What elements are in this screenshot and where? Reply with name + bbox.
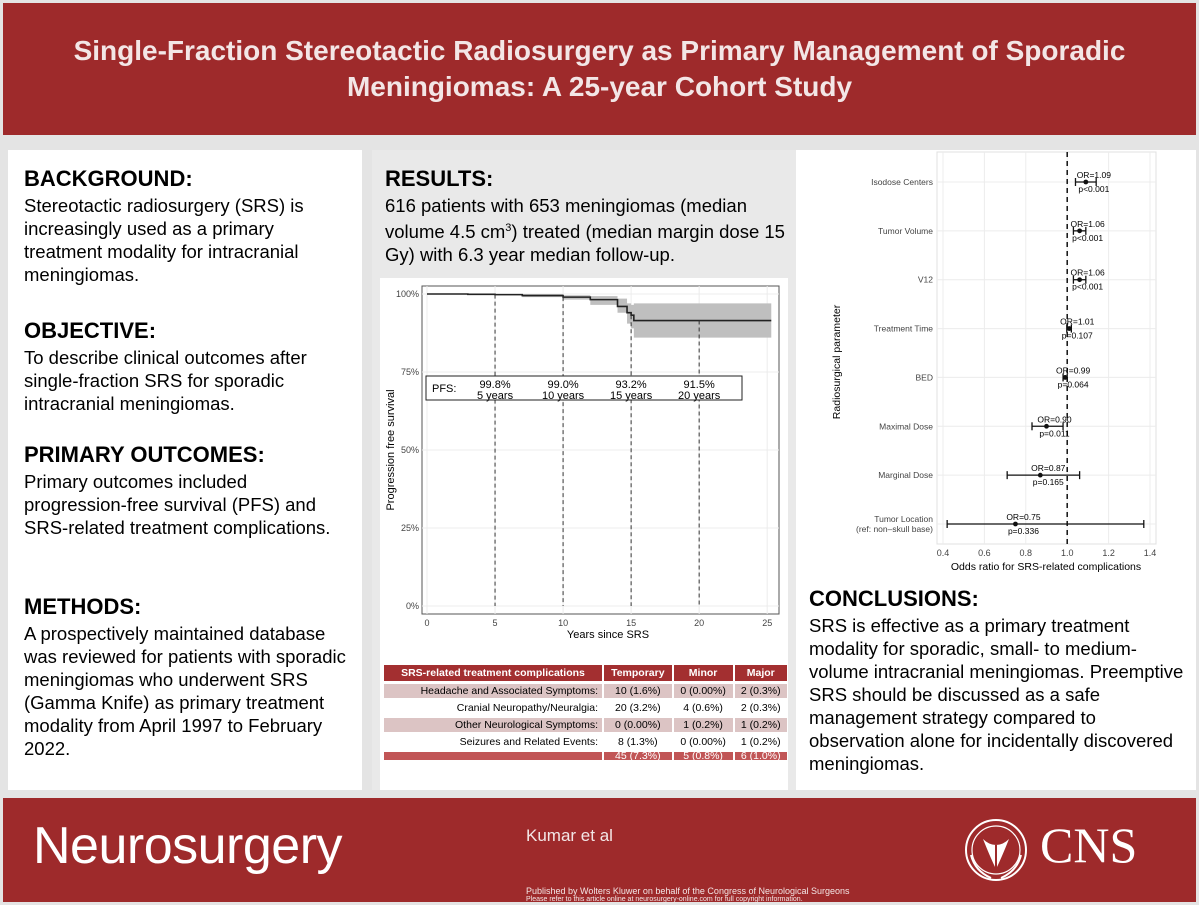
forest-or-label: OR=0.99 xyxy=(1055,365,1091,376)
poster-footer xyxy=(3,798,1196,902)
pfs-percent: 99.0% xyxy=(547,379,579,391)
km-y-tick-label: 100% xyxy=(395,289,419,299)
forest-row-label: Tumor Location xyxy=(874,514,933,524)
forest-x-tick-label: 1.4 xyxy=(1143,548,1157,558)
table-row xyxy=(384,718,787,732)
journal-brand: Neurosurgery xyxy=(33,817,343,875)
forest-x-tick-label: 1.0 xyxy=(1060,548,1074,558)
km-x-tick-label: 25 xyxy=(762,618,773,628)
table-cell: 2 (0.3%) xyxy=(735,701,787,715)
left-panel xyxy=(8,150,362,790)
table-cell: 10 (1.6%) xyxy=(604,684,672,698)
poster-header xyxy=(3,3,1196,135)
forest-p-label: p=0.011 xyxy=(1039,428,1070,439)
table-cell: 6 (1.0%) xyxy=(735,752,787,760)
forest-x-tick-label: 0.8 xyxy=(1019,548,1033,558)
background-heading: BACKGROUND: xyxy=(24,166,193,191)
table-cell: 20 (3.2%) xyxy=(604,701,672,715)
methods-text: A prospectively maintained database was reviewed for patients with sporadic meningiomas who underwent SRS (Gamma Knife) as primary treatment modality from April 1997 to February 2022. xyxy=(24,623,346,759)
km-chart xyxy=(380,278,788,648)
forest-x-tick-label: 1.2 xyxy=(1102,548,1115,558)
pfs-year-label: 20 years xyxy=(678,390,721,402)
forest-row-label: Maximal Dose xyxy=(879,421,933,432)
table-cell: Cranial Neuropathy/Neuralgia: xyxy=(384,701,602,715)
results-text-b: ) treated (median margin dose 15 Gy) with 6.3 year median follow-up. xyxy=(385,221,785,266)
table-cell: 1 (0.2%) xyxy=(735,735,787,749)
results-superscript: 3 xyxy=(505,222,512,234)
forest-or-label: OR=0.75 xyxy=(1006,512,1041,522)
forest-plot xyxy=(796,150,1196,580)
cns-laurel-icon xyxy=(961,815,1031,885)
table-header-cell: Major xyxy=(735,665,787,681)
table-cell: 2 (0.3%) xyxy=(735,684,787,698)
background-section xyxy=(24,166,354,286)
table-cell: 4 (0.6%) xyxy=(674,701,733,715)
km-y-tick-label: 50% xyxy=(400,445,419,455)
forest-or-label: OR=0.87 xyxy=(1031,463,1066,474)
forest-p-label: p<0.001 xyxy=(1072,232,1104,243)
km-y-tick-label: 0% xyxy=(405,601,419,611)
forest-x-axis-label: Odds ratio for SRS-related complications xyxy=(950,561,1142,573)
conclusions-heading: CONCLUSIONS: xyxy=(809,586,979,611)
objective-section xyxy=(24,318,354,415)
primary-outcomes-section xyxy=(24,442,354,539)
forest-row-label: Tumor Volume xyxy=(878,225,933,236)
pfs-year-label: 15 years xyxy=(610,390,653,402)
forest-x-tick-label: 0.6 xyxy=(978,548,991,558)
km-x-tick-label: 0 xyxy=(424,618,430,628)
forest-or-label: OR=1.06 xyxy=(1070,218,1105,229)
primary-outcomes-heading: PRIMARY OUTCOMES: xyxy=(24,442,265,467)
pfs-label: PFS: xyxy=(432,383,457,395)
table-header-cell: Minor xyxy=(674,665,733,681)
results-text-a: 616 patients with 653 meningiomas (median volume 4.5 cm xyxy=(385,195,747,243)
table-total-row xyxy=(384,752,787,760)
middle-panel xyxy=(372,150,796,790)
forest-row-sublabel: (ref: non–skull base) xyxy=(855,524,933,534)
forest-p-label: p=0.107 xyxy=(1061,330,1093,341)
table-cell: 0 (0.00%) xyxy=(674,735,733,749)
results-heading: RESULTS: xyxy=(385,166,494,191)
forest-p-label: p=0.336 xyxy=(1007,526,1039,536)
table-cell: 0 (0.00%) xyxy=(674,684,733,698)
methods-heading: METHODS: xyxy=(24,594,142,619)
forest-row-label: Isodose Centers xyxy=(871,177,933,187)
km-x-tick-label: 20 xyxy=(694,618,705,628)
km-x-axis-label: Years since SRS xyxy=(566,629,650,641)
publisher-line: Published by Wolters Kluwer on behalf of the Congress of Neurological Surgeons xyxy=(526,886,850,896)
objective-heading: OBJECTIVE: xyxy=(24,318,157,343)
forest-or-label: OR=1.01 xyxy=(1060,316,1095,327)
forest-y-axis-label: Radiosurgical parameter xyxy=(831,304,843,420)
forest-p-label: p<0.001 xyxy=(1072,281,1104,292)
table-cell: 0 (0.00%) xyxy=(604,718,672,732)
pfs-year-label: 10 years xyxy=(541,390,585,402)
km-x-tick-label: 15 xyxy=(626,618,637,628)
table-cell: 1 (0.2%) xyxy=(674,718,733,732)
poster-title: Single-Fraction Stereotactic Radiosurgery as Primary Management of Sporadic Meningiomas: A 25-year Cohort Study xyxy=(73,35,1126,102)
forest-p-label: p=0.165 xyxy=(1032,477,1064,488)
conclusions-section xyxy=(809,586,1191,775)
forest-or-label: OR=1.09 xyxy=(1076,170,1111,180)
forest-row-label: BED xyxy=(915,372,933,383)
table-cell: 45 (7.3%) xyxy=(604,752,672,760)
pfs-percent: 99.8% xyxy=(479,379,511,391)
forest-row-label: Treatment Time xyxy=(873,323,933,334)
km-y-tick-label: 75% xyxy=(400,367,419,377)
table-cell: Other Neurological Symptoms: xyxy=(384,718,602,732)
km-x-tick-label: 5 xyxy=(492,618,498,628)
table-cell: Headache and Associated Symptoms: xyxy=(384,684,602,698)
km-y-tick-label: 25% xyxy=(400,523,419,533)
cns-wordmark: CNS xyxy=(1040,817,1138,873)
km-confidence-band xyxy=(427,294,771,338)
table-header-cell: Temporary xyxy=(604,665,672,681)
objective-text: To describe clinical outcomes after single-fraction SRS for sporadic intracranial meningiomas. xyxy=(24,347,307,414)
results-text xyxy=(385,194,787,266)
primary-outcomes-text: Primary outcomes included progression-free survival (PFS) and SRS-related treatment complications. xyxy=(24,471,331,538)
forest-row-label: V12 xyxy=(917,274,933,285)
table-header-row xyxy=(384,665,787,681)
table-row xyxy=(384,701,787,715)
forest-or-label: OR=0.90 xyxy=(1037,414,1072,425)
table-header-cell: SRS-related treatment complications xyxy=(384,665,602,681)
table-cell: Seizures and Related Events: xyxy=(384,735,602,749)
pfs-percent: 91.5% xyxy=(683,379,715,391)
complications-table xyxy=(382,662,789,763)
km-y-axis-label: Progression free survival xyxy=(385,389,397,511)
forest-or-label: OR=1.06 xyxy=(1070,267,1105,278)
pfs-year-label: 5 years xyxy=(477,390,514,402)
author-credit: Kumar et al xyxy=(526,826,613,845)
conclusions-text: SRS is effective as a primary treatment modality for sporadic, small- to medium-volume intracranial meningiomas. Preemptive SRS should be discussed as a safe management strategy compared to observation alone for incidentally discovered meningiomas. xyxy=(809,615,1184,774)
table-cell xyxy=(384,752,602,760)
forest-p-label: p<0.001 xyxy=(1078,184,1110,194)
table-cell: 5 (0.8%) xyxy=(674,752,733,760)
table-cell: 8 (1.3%) xyxy=(604,735,672,749)
copyright-note: Please refer to this article online at neurosurgery-online.com for full copyright information. xyxy=(526,896,803,903)
right-panel xyxy=(796,150,1196,790)
table-row xyxy=(384,684,787,698)
pfs-percent: 93.2% xyxy=(615,379,647,391)
table-cell: 1 (0.2%) xyxy=(735,718,787,732)
methods-section xyxy=(24,594,354,760)
km-x-tick-label: 10 xyxy=(558,618,569,628)
background-text: Stereotactic radiosurgery (SRS) is increasingly used as a primary treatment modality for intracranial meningiomas. xyxy=(24,195,304,285)
forest-p-label: p=0.064 xyxy=(1057,379,1089,390)
forest-x-tick-label: 0.4 xyxy=(936,548,950,558)
forest-row-label: Marginal Dose xyxy=(878,470,933,481)
results-section xyxy=(385,166,787,266)
table-row xyxy=(384,735,787,749)
